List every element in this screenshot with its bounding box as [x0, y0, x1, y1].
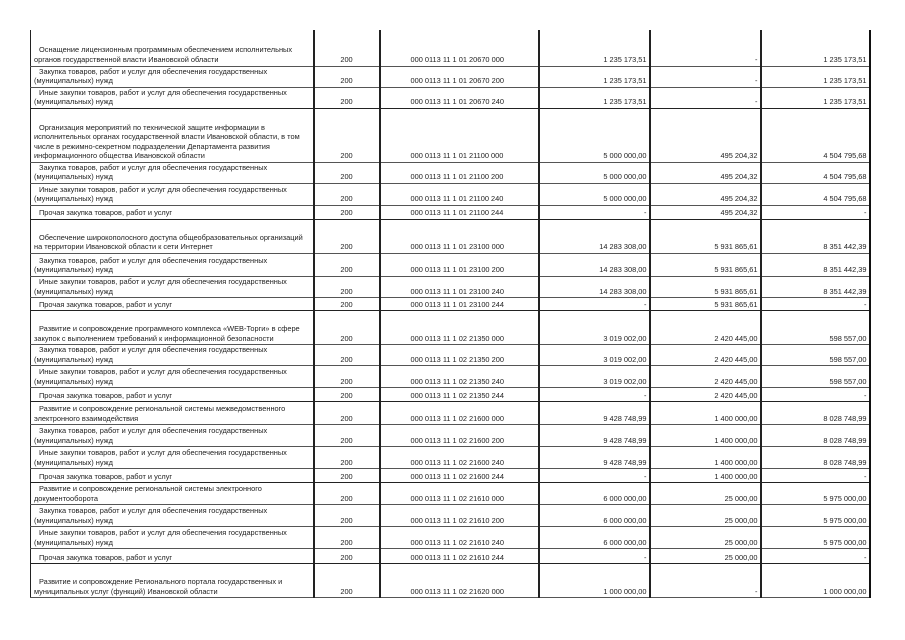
row-kbk: 000 0113 11 1 01 20670 240	[380, 87, 539, 108]
row-kbk: 000 0113 11 1 02 21610 200	[380, 505, 539, 527]
row-remaining-amount: 5 975 000,00	[761, 505, 870, 527]
row-description: Прочая закупка товаров, работ и услуг	[31, 206, 314, 220]
row-description: Организация мероприятий по технической защите информации в исполнительных органах государственной власти Ивановской области, в том числе в режимно-секретном подразделении Департамента развития информационного общества Ивановской области	[31, 108, 314, 162]
row-description: Оснащение лицензионным программным обеспечением исполнительных органов государственной власти Ивановской области	[31, 30, 314, 66]
row-description: Прочая закупка товаров, работ и услуг	[31, 298, 314, 311]
row-executed-amount: 1 400 000,00	[650, 447, 761, 469]
table-row	[31, 402, 870, 425]
table-row	[31, 87, 870, 108]
row-kbk: 000 0113 11 1 02 21350 200	[380, 345, 539, 366]
row-approved-amount: 1 235 173,51	[539, 30, 650, 66]
table-row	[31, 206, 870, 220]
row-kbk: 000 0113 11 1 02 21610 000	[380, 483, 539, 505]
row-code: 200	[314, 549, 380, 564]
row-code: 200	[314, 483, 380, 505]
row-remaining-amount: 8 028 748,99	[761, 425, 870, 447]
row-executed-amount: -	[650, 30, 761, 66]
row-code: 200	[314, 162, 380, 183]
row-approved-amount: 9 428 748,99	[539, 402, 650, 425]
row-executed-amount: 495 204,32	[650, 184, 761, 206]
row-approved-amount: 3 019 002,00	[539, 311, 650, 345]
row-code: 200	[314, 184, 380, 206]
row-remaining-amount: 5 975 000,00	[761, 483, 870, 505]
table-row	[31, 527, 870, 549]
row-approved-amount: 1 000 000,00	[539, 564, 650, 598]
row-kbk: 000 0113 11 1 02 21610 240	[380, 527, 539, 549]
table-row	[31, 66, 870, 87]
row-remaining-amount: 8 028 748,99	[761, 447, 870, 469]
row-code: 200	[314, 254, 380, 277]
row-remaining-amount: 8 351 442,39	[761, 277, 870, 298]
row-executed-amount: 5 931 865,61	[650, 220, 761, 254]
row-code: 200	[314, 206, 380, 220]
row-executed-amount: 1 400 000,00	[650, 402, 761, 425]
row-code: 200	[314, 425, 380, 447]
row-remaining-amount: 4 504 795,68	[761, 162, 870, 183]
row-kbk: 000 0113 11 1 01 21100 244	[380, 206, 539, 220]
row-remaining-amount: 598 557,00	[761, 311, 870, 345]
row-kbk: 000 0113 11 1 01 20670 000	[380, 30, 539, 66]
row-kbk: 000 0113 11 1 01 20670 200	[380, 66, 539, 87]
row-executed-amount: 25 000,00	[650, 505, 761, 527]
row-remaining-amount: 598 557,00	[761, 366, 870, 388]
table-row	[31, 366, 870, 388]
row-code: 200	[314, 220, 380, 254]
row-approved-amount: -	[539, 388, 650, 402]
row-kbk: 000 0113 11 1 02 21600 244	[380, 469, 539, 483]
row-approved-amount: 6 000 000,00	[539, 483, 650, 505]
row-executed-amount: 495 204,32	[650, 162, 761, 183]
row-description: Иные закупки товаров, работ и услуг для обеспечения государственных (муниципальных) нужд	[31, 447, 314, 469]
row-approved-amount: 6 000 000,00	[539, 527, 650, 549]
row-code: 200	[314, 447, 380, 469]
row-kbk: 000 0113 11 1 02 21620 000	[380, 564, 539, 598]
table-row	[31, 505, 870, 527]
row-kbk: 000 0113 11 1 02 21610 244	[380, 549, 539, 564]
row-description: Развитие и сопровождение региональной системы межведомственного электронного взаимодействия	[31, 402, 314, 425]
table-row	[31, 298, 870, 311]
row-approved-amount: -	[539, 549, 650, 564]
row-remaining-amount: 1 235 173,51	[761, 66, 870, 87]
table-row	[31, 388, 870, 402]
row-description: Закупка товаров, работ и услуг для обеспечения государственных (муниципальных) нужд	[31, 162, 314, 183]
table-row	[31, 311, 870, 345]
row-approved-amount: 1 235 173,51	[539, 66, 650, 87]
row-code: 200	[314, 469, 380, 483]
row-approved-amount: 5 000 000,00	[539, 184, 650, 206]
table-row	[31, 425, 870, 447]
row-approved-amount: 3 019 002,00	[539, 366, 650, 388]
row-kbk: 000 0113 11 1 02 21350 000	[380, 311, 539, 345]
table-row	[31, 549, 870, 564]
row-code: 200	[314, 505, 380, 527]
row-remaining-amount: -	[761, 469, 870, 483]
row-code: 200	[314, 564, 380, 598]
table-row	[31, 30, 870, 66]
row-kbk: 000 0113 11 1 02 21600 000	[380, 402, 539, 425]
row-description: Развитие и сопровождение региональной системы электронного документооборота	[31, 483, 314, 505]
row-description: Закупка товаров, работ и услуг для обеспечения государственных (муниципальных) нужд	[31, 425, 314, 447]
row-code: 200	[314, 527, 380, 549]
row-code: 200	[314, 345, 380, 366]
row-kbk: 000 0113 11 1 02 21350 244	[380, 388, 539, 402]
row-kbk: 000 0113 11 1 02 21600 240	[380, 447, 539, 469]
row-executed-amount: 2 420 445,00	[650, 388, 761, 402]
row-approved-amount: -	[539, 298, 650, 311]
row-description: Иные закупки товаров, работ и услуг для обеспечения государственных (муниципальных) нужд	[31, 184, 314, 206]
table-row	[31, 483, 870, 505]
row-code: 200	[314, 402, 380, 425]
row-code: 200	[314, 277, 380, 298]
table-row	[31, 345, 870, 366]
row-description: Иные закупки товаров, работ и услуг для обеспечения государственных (муниципальных) нужд	[31, 87, 314, 108]
table-row	[31, 108, 870, 162]
row-kbk: 000 0113 11 1 01 21100 200	[380, 162, 539, 183]
row-remaining-amount: -	[761, 298, 870, 311]
row-description: Иные закупки товаров, работ и услуг для обеспечения государственных (муниципальных) нужд	[31, 277, 314, 298]
row-description: Развитие и сопровождение Регионального портала государственных и муниципальных услуг (функций) Ивановской области	[31, 564, 314, 598]
row-kbk: 000 0113 11 1 01 21100 240	[380, 184, 539, 206]
row-description: Закупка товаров, работ и услуг для обеспечения государственных (муниципальных) нужд	[31, 505, 314, 527]
row-description: Обеспечение широкополосного доступа общеобразовательных организаций на территории Ивановской области к сети Интернет	[31, 220, 314, 254]
row-approved-amount: 5 000 000,00	[539, 162, 650, 183]
row-approved-amount: 1 235 173,51	[539, 87, 650, 108]
row-executed-amount: 495 204,32	[650, 108, 761, 162]
row-remaining-amount: 4 504 795,68	[761, 108, 870, 162]
table-row	[31, 220, 870, 254]
row-kbk: 000 0113 11 1 01 23100 000	[380, 220, 539, 254]
row-remaining-amount: 1 000 000,00	[761, 564, 870, 598]
row-approved-amount: 14 283 308,00	[539, 254, 650, 277]
row-approved-amount: 6 000 000,00	[539, 505, 650, 527]
row-approved-amount: -	[539, 206, 650, 220]
row-description: Прочая закупка товаров, работ и услуг	[31, 388, 314, 402]
row-executed-amount: 5 931 865,61	[650, 277, 761, 298]
row-remaining-amount: 1 235 173,51	[761, 87, 870, 108]
budget-execution-table	[30, 30, 871, 598]
row-code: 200	[314, 108, 380, 162]
row-description: Закупка товаров, работ и услуг для обеспечения государственных (муниципальных) нужд	[31, 345, 314, 366]
row-remaining-amount: 8 028 748,99	[761, 402, 870, 425]
table-row	[31, 277, 870, 298]
row-approved-amount: 14 283 308,00	[539, 277, 650, 298]
row-executed-amount: -	[650, 564, 761, 598]
row-remaining-amount: 8 351 442,39	[761, 220, 870, 254]
row-code: 200	[314, 87, 380, 108]
row-code: 200	[314, 66, 380, 87]
row-remaining-amount: -	[761, 206, 870, 220]
row-code: 200	[314, 311, 380, 345]
row-executed-amount: 2 420 445,00	[650, 366, 761, 388]
row-description: Закупка товаров, работ и услуг для обеспечения государственных (муниципальных) нужд	[31, 254, 314, 277]
table-row	[31, 447, 870, 469]
row-kbk: 000 0113 11 1 01 23100 244	[380, 298, 539, 311]
row-executed-amount: 25 000,00	[650, 549, 761, 564]
row-remaining-amount: -	[761, 549, 870, 564]
row-executed-amount: 25 000,00	[650, 527, 761, 549]
row-code: 200	[314, 298, 380, 311]
row-executed-amount: 1 400 000,00	[650, 425, 761, 447]
row-kbk: 000 0113 11 1 02 21350 240	[380, 366, 539, 388]
row-description: Закупка товаров, работ и услуг для обеспечения государственных (муниципальных) нужд	[31, 66, 314, 87]
row-executed-amount: 2 420 445,00	[650, 345, 761, 366]
row-code: 200	[314, 366, 380, 388]
row-executed-amount: 495 204,32	[650, 206, 761, 220]
row-approved-amount: 9 428 748,99	[539, 425, 650, 447]
row-remaining-amount: 4 504 795,68	[761, 184, 870, 206]
row-remaining-amount: 598 557,00	[761, 345, 870, 366]
row-remaining-amount: 1 235 173,51	[761, 30, 870, 66]
row-description: Прочая закупка товаров, работ и услуг	[31, 469, 314, 483]
row-executed-amount: 2 420 445,00	[650, 311, 761, 345]
row-approved-amount: -	[539, 469, 650, 483]
row-kbk: 000 0113 11 1 01 23100 200	[380, 254, 539, 277]
row-code: 200	[314, 30, 380, 66]
row-remaining-amount: -	[761, 388, 870, 402]
row-executed-amount: 5 931 865,61	[650, 254, 761, 277]
row-remaining-amount: 8 351 442,39	[761, 254, 870, 277]
row-remaining-amount: 5 975 000,00	[761, 527, 870, 549]
table-row	[31, 564, 870, 598]
table-row	[31, 184, 870, 206]
row-approved-amount: 9 428 748,99	[539, 447, 650, 469]
row-description: Развитие и сопровождение программного комплекса «WEB-Торги» в сфере закупок с выполнением требований к информационной безопасности	[31, 311, 314, 345]
row-executed-amount: 5 931 865,61	[650, 298, 761, 311]
row-kbk: 000 0113 11 1 01 21100 000	[380, 108, 539, 162]
table-row	[31, 254, 870, 277]
row-executed-amount: 25 000,00	[650, 483, 761, 505]
row-kbk: 000 0113 11 1 02 21600 200	[380, 425, 539, 447]
table-row	[31, 162, 870, 183]
row-description: Иные закупки товаров, работ и услуг для обеспечения государственных (муниципальных) нужд	[31, 527, 314, 549]
row-approved-amount: 3 019 002,00	[539, 345, 650, 366]
row-code: 200	[314, 388, 380, 402]
row-approved-amount: 5 000 000,00	[539, 108, 650, 162]
row-description: Иные закупки товаров, работ и услуг для обеспечения государственных (муниципальных) нужд	[31, 366, 314, 388]
row-description: Прочая закупка товаров, работ и услуг	[31, 549, 314, 564]
row-executed-amount: -	[650, 87, 761, 108]
row-kbk: 000 0113 11 1 01 23100 240	[380, 277, 539, 298]
table-row	[31, 469, 870, 483]
row-executed-amount: -	[650, 66, 761, 87]
row-approved-amount: 14 283 308,00	[539, 220, 650, 254]
row-executed-amount: 1 400 000,00	[650, 469, 761, 483]
